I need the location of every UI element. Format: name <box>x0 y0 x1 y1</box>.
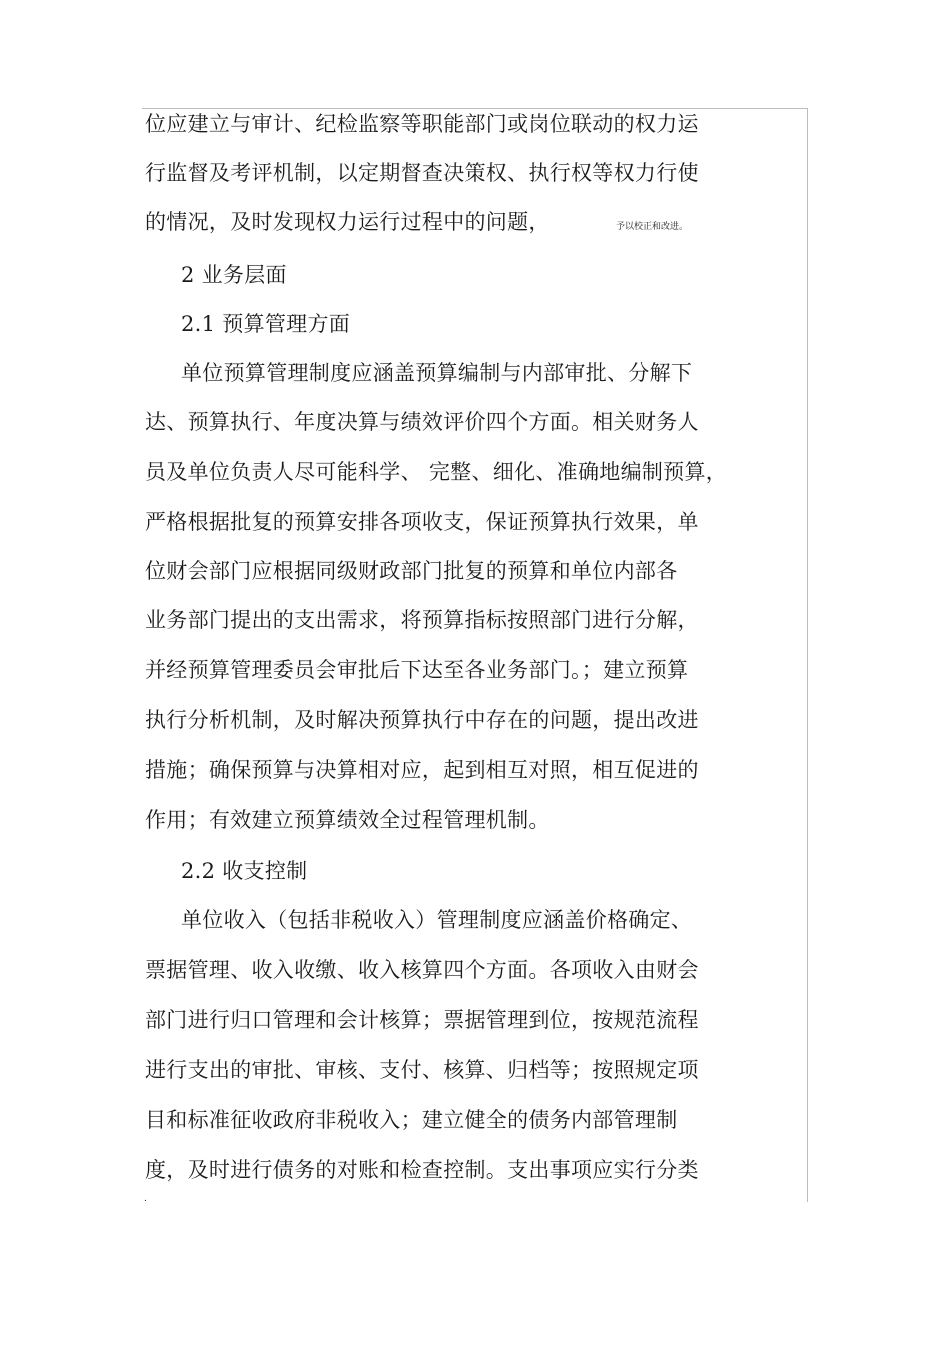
text-line-9: 严格根据批复的预算安排各项收支，保证预算执行效果，单 <box>145 510 699 534</box>
text-line-22: 度，及时进行债务的对账和检查控制。支出事项应实行分类 <box>145 1158 699 1182</box>
page-border-right <box>807 108 808 1202</box>
text-line-3: 的情况，及时发现权力运行过程中的问题， <box>145 210 550 234</box>
text-line-20: 进行支出的审批、审核、支付、核算、归档等；按照规定项 <box>145 1058 699 1082</box>
text-line-8: 员及单位负责人尽可能科学、 完整、细化、准确地编制预算， <box>145 460 728 484</box>
text-line-6: 单位预算管理制度应涵盖预算编制与内部审批、分解下 <box>181 361 693 385</box>
section-heading-2: 2 业务层面 <box>181 263 287 287</box>
text-line-1: 位应建立与审计、纪检监察等职能部门或岗位联动的权力运 <box>145 112 699 136</box>
text-line-19: 部门进行归口管理和会计核算；票据管理到位，按规范流程 <box>145 1008 699 1032</box>
text-line-10: 位财会部门应根据同级财政部门批复的预算和单位内部各 <box>145 559 678 583</box>
text-line-15: 作用；有效建立预算绩效全过程管理机制。 <box>145 808 550 832</box>
text-line-7: 达、预算执行、年度决算与绩效评价四个方面。相关财务人 <box>145 410 699 434</box>
subsection-heading-2-2: 2.2 收支控制 <box>181 859 308 883</box>
text-line-11: 业务部门提出的支出需求，将预算指标按照部门进行分解， <box>145 608 699 632</box>
small-inline-note: 予以校正和改进。 <box>616 222 689 232</box>
text-line-12: 并经预算管理委员会审批后下达至各业务部门。；建立预算 <box>145 658 689 682</box>
subsection-heading-2-1: 2.1 预算管理方面 <box>181 312 351 336</box>
text-line-14: 措施；确保预算与决算相对应，起到相互对照，相互促进的 <box>145 758 699 782</box>
corner-mark: . <box>144 1194 147 1204</box>
page-border-top <box>142 108 808 109</box>
text-line-13: 执行分析机制，及时解决预算执行中存在的问题，提出改进 <box>145 708 699 732</box>
text-line-21: 目和标准征收政府非税收入；建立健全的债务内部管理制 <box>145 1108 678 1132</box>
text-line-2: 行监督及考评机制，以定期督查决策权、执行权等权力行使 <box>145 161 699 185</box>
text-line-17: 单位收入（包括非税收入）管理制度应涵盖价格确定、 <box>181 908 693 932</box>
text-line-18: 票据管理、收入收缴、收入核算四个方面。各项收入由财会 <box>145 958 699 982</box>
